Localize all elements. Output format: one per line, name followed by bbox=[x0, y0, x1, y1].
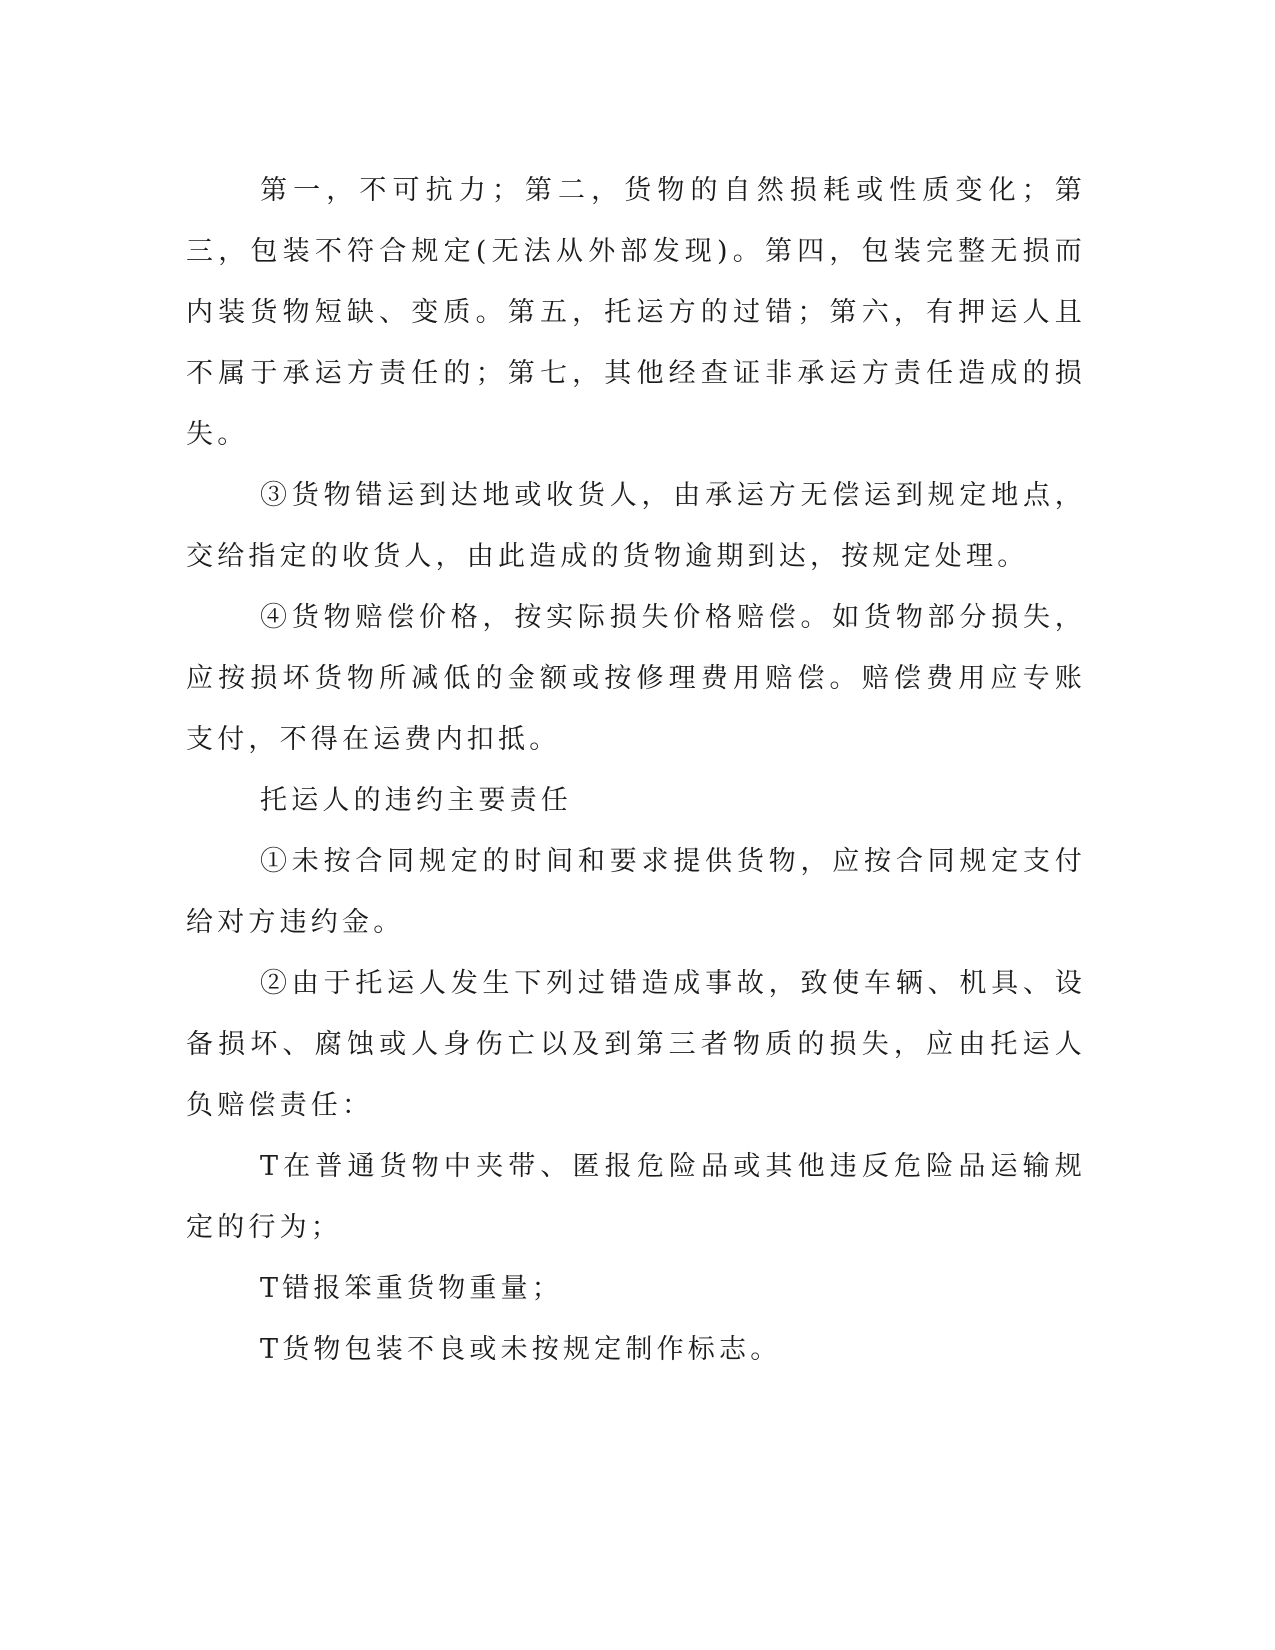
list-item-weight-misreport: T错报笨重货物重量； bbox=[260, 1273, 564, 1304]
section-heading-shipper-liability: 托运人的违约主要责任 bbox=[260, 785, 572, 816]
list-item-packaging-marking: T货物包装不良或未按规定制作标志。 bbox=[260, 1334, 782, 1365]
list-item-hazardous-goods: T在普通货物中夹带、匿报危险品或其他违反危险品运输规定的行为； bbox=[186, 1151, 1086, 1243]
paragraph-shipper-late-goods: ①未按合同规定的时间和要求提供货物，应按合同规定支付给对方违约金。 bbox=[186, 846, 1086, 938]
paragraph-carrier-exemptions: 第一，不可抗力；第二，货物的自然损耗或性质变化；第三，包装不符合规定(无法从外部发现)。第四，包装完整无损而内装货物短缺、变质。第五，托运方的过错；第六，有押运人且不属于承运方责任的；第七，其他经查证非承运方责任造成的损失。 bbox=[186, 175, 1086, 450]
paragraph-shipper-fault-damage: ②由于托运人发生下列过错造成事故，致使车辆、机具、设备损坏、腐蚀或人身伤亡以及到第三者物质的损失，应由托运人负赔偿责任： bbox=[186, 968, 1086, 1121]
paragraph-misdelivery: ③货物错运到达地或收货人，由承运方无偿运到规定地点，交给指定的收货人，由此造成的货物逾期到达，按规定处理。 bbox=[186, 480, 1086, 572]
document-body bbox=[186, 160, 1086, 1380]
paragraph-compensation-price: ④货物赔偿价格，按实际损失价格赔偿。如货物部分损失，应按损坏货物所减低的金额或按修理费用赔偿。赔偿费用应专账支付，不得在运费内扣抵。 bbox=[186, 602, 1086, 755]
